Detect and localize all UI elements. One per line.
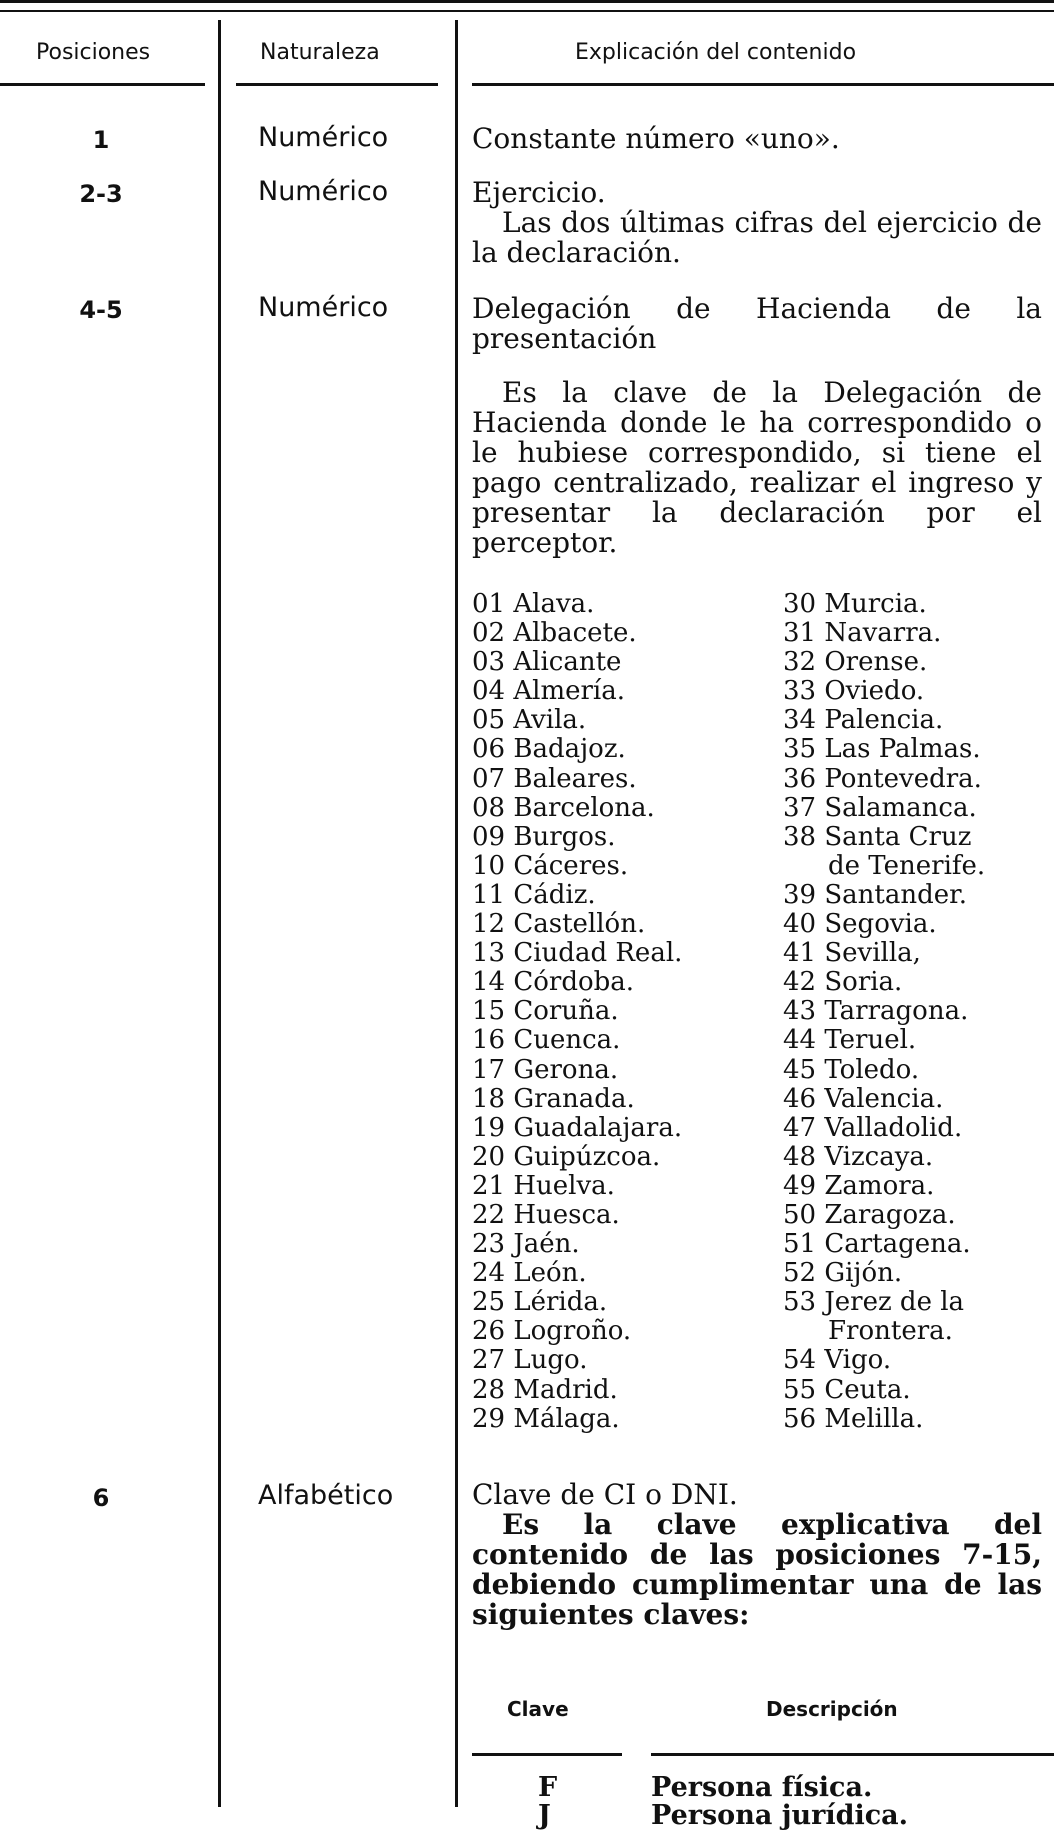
row-nature: Numérico [258, 292, 389, 323]
province-item: 12 Castellón. [472, 909, 646, 940]
province-item: 36 Pontevedra. [783, 763, 982, 794]
top-rule-secondary [0, 10, 1054, 12]
subtable-description: Persona física. [651, 1772, 873, 1803]
province-item: 37 Salamanca. [783, 792, 977, 823]
province-item: 54 Vigo. [783, 1345, 892, 1376]
province-item: 27 Lugo. [472, 1345, 588, 1376]
province-item: 11 Cádiz. [472, 879, 596, 910]
province-item: 55 Ceuta. [783, 1374, 911, 1405]
province-item: 46 Valencia. [783, 1083, 944, 1114]
row-title: Delegación de Hacienda de la presentación [472, 292, 1042, 355]
province-item: 33 Oviedo. [783, 676, 925, 707]
column-divider-left [218, 20, 221, 1807]
subtable-underline-key [472, 1753, 622, 1756]
subtable-key: J [538, 1800, 551, 1831]
province-item: 38 Santa Cruz [783, 821, 972, 852]
province-item: 49 Zamora. [783, 1170, 935, 1201]
province-item: 28 Madrid. [472, 1374, 618, 1405]
province-item: 04 Almería. [472, 676, 625, 707]
province-item: 05 Avila. [472, 705, 587, 736]
subtable-header-description: Descripción [766, 1697, 898, 1721]
subtable-underline-description [651, 1753, 1054, 1756]
header-underline-nature [236, 83, 438, 86]
province-item: 48 Vizcaya. [783, 1141, 934, 1172]
province-item: 19 Guadalajara. [472, 1112, 683, 1143]
province-item: 35 Las Palmas. [783, 734, 981, 765]
province-item: 03 Alicante [472, 647, 622, 678]
province-item: 45 Toledo. [783, 1054, 920, 1085]
province-item: 16 Cuenca. [472, 1025, 621, 1056]
province-item: 18 Granada. [472, 1083, 635, 1114]
row-nature: Numérico [258, 176, 389, 207]
province-item: 47 Valladolid. [783, 1112, 963, 1143]
row-nature: Numérico [258, 122, 389, 153]
header-underline-explanation [472, 83, 1054, 86]
province-item: 34 Palencia. [783, 705, 944, 736]
subtable-description: Persona jurídica. [651, 1800, 909, 1831]
province-item: 14 Córdoba. [472, 967, 635, 998]
row-nature: Alfabético [258, 1480, 394, 1511]
row-description: Es la clave de la Delegación de Hacienda donde le ha correspondido o le hubiese correspondido, si tiene el pago centralizado, realizar el ingreso y presentar la declaración por el perceptor. [472, 376, 1042, 559]
header-nature: Naturaleza [260, 40, 380, 65]
province-item: 51 Cartagena. [783, 1229, 971, 1260]
province-item: 52 Gijón. [783, 1258, 903, 1289]
province-item: 06 Badajoz. [472, 734, 626, 765]
province-item: 32 Orense. [783, 647, 928, 678]
row-description: Las dos últimas cifras del ejercicio de la declaración. [472, 206, 1042, 269]
row-position: 2-3 [79, 180, 123, 208]
province-item: 15 Coruña. [472, 996, 619, 1027]
province-item: Frontera. [828, 1316, 953, 1347]
province-list-right [783, 590, 1053, 1434]
row-title: Constante número «uno». [472, 122, 840, 155]
province-item: 56 Melilla. [783, 1403, 924, 1434]
province-item: 29 Málaga. [472, 1403, 620, 1434]
province-item: 08 Barcelona. [472, 792, 655, 823]
province-list-left [472, 590, 772, 1434]
province-item: 21 Huelva. [472, 1170, 615, 1201]
province-item: 43 Tarragona. [783, 996, 969, 1027]
province-item: 31 Navarra. [783, 618, 942, 649]
header-explanation: Explicación del contenido [575, 40, 857, 65]
province-item: 26 Logroño. [472, 1316, 632, 1347]
province-item: 41 Sevilla, [783, 938, 921, 969]
row-title: Ejercicio. [472, 176, 606, 209]
province-item: 39 Santander. [783, 879, 967, 910]
province-item: 09 Burgos. [472, 821, 616, 852]
province-item: 01 Alava. [472, 589, 595, 619]
row-position: 4-5 [79, 296, 123, 324]
province-item: 10 Cáceres. [472, 850, 629, 881]
province-item: 25 Lérida. [472, 1287, 608, 1318]
province-item: 23 Jaén. [472, 1229, 580, 1260]
province-item: 24 León. [472, 1258, 587, 1289]
province-item: 50 Zaragoza. [783, 1199, 956, 1230]
top-rule [0, 0, 1054, 3]
province-item: 13 Ciudad Real. [472, 938, 683, 969]
subtable-header-key: Clave [507, 1697, 569, 1721]
header-positions: Posiciones [36, 40, 151, 65]
row-title: Clave de CI o DNI. [472, 1478, 738, 1511]
row-position: 1 [92, 126, 110, 154]
row-position: 6 [92, 1484, 110, 1512]
province-item: 53 Jerez de la [783, 1287, 965, 1318]
province-item: de Tenerife. [828, 850, 986, 881]
province-item: 22 Huesca. [472, 1199, 620, 1230]
province-item: 42 Soria. [783, 967, 903, 998]
column-divider-right [455, 20, 458, 1807]
subtable-key: F [538, 1772, 558, 1803]
province-item: 07 Baleares. [472, 763, 637, 794]
province-item: 20 Guipúzcoa. [472, 1141, 661, 1172]
row-description: Es la clave explicativa del contenido de las posiciones 7-15, debiendo cumplimentar una de las siguientes claves: [472, 1508, 1042, 1631]
province-item: 30 Murcia. [783, 589, 927, 619]
province-item: 02 Albacete. [472, 618, 637, 649]
province-item: 40 Segovia. [783, 909, 937, 940]
province-item: 17 Gerona. [472, 1054, 619, 1085]
header-underline-positions [0, 83, 205, 86]
province-item: 44 Teruel. [783, 1025, 917, 1056]
